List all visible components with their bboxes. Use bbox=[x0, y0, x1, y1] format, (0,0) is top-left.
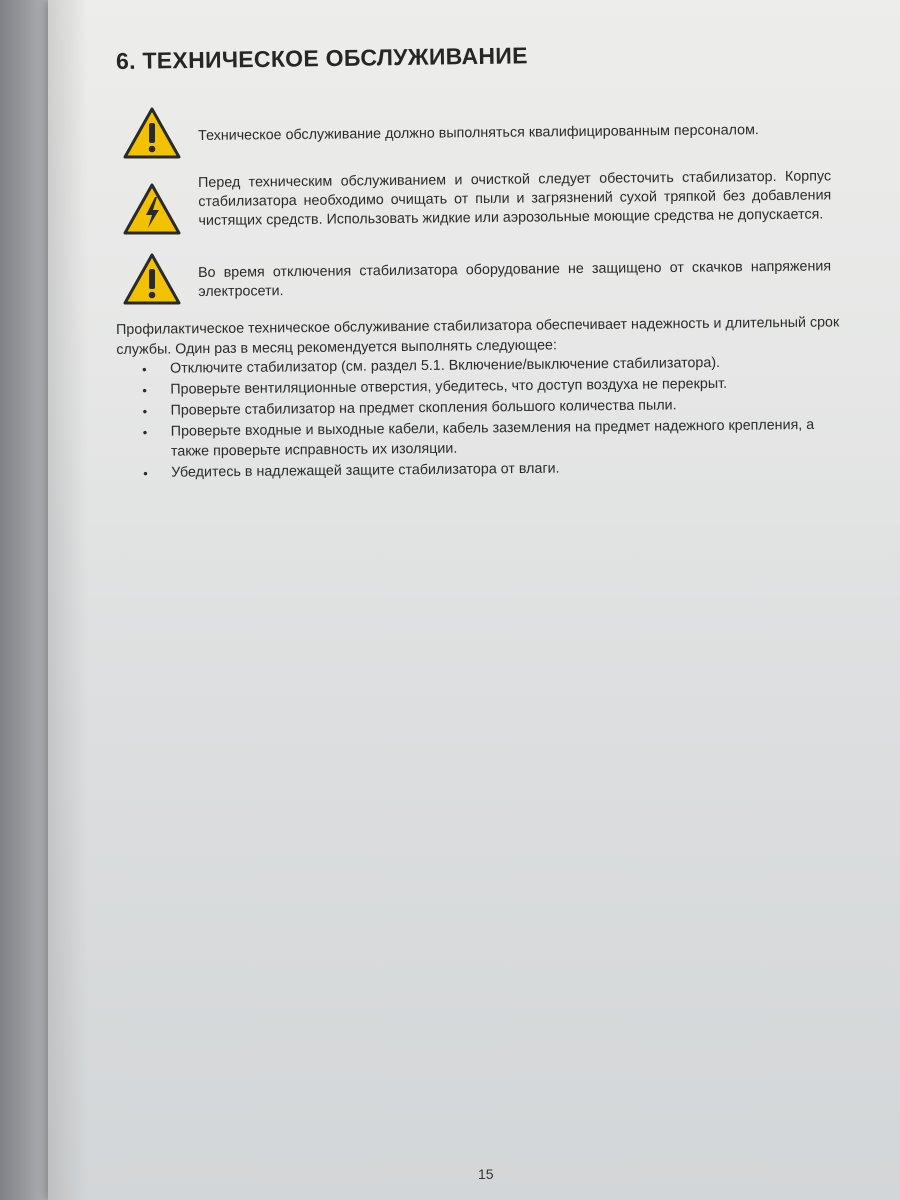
manual-page bbox=[48, 0, 900, 1200]
section-heading: 6. ТЕХНИЧЕСКОЕ ОБСЛУЖИВАНИЕ bbox=[115, 42, 528, 74]
list-item-text: Проверьте входные и выходные кабели, кабель заземления на предмет надежного крепления, а также проверьте исправность их изоляции. bbox=[170, 416, 815, 460]
bullet-marker: • bbox=[143, 465, 148, 481]
maintenance-intro-paragraph: Профилактическое техническое обслуживание стабилизатора обеспечивает надежность и длительный срок службы. Один раз в месяц рекомендуется выполнять следующее: bbox=[116, 314, 840, 358]
bullet-marker: • bbox=[142, 424, 148, 440]
warning-text-disconnect-and-clean: Перед техническим обслуживанием и очисткой следует обесточить стабилизатор. Корпус стабилизатора необходимо очищать от пыли и загрязнений сухой тряпкой без добавления чистящих средств. Использовать жидкие или аэрозольные моющие средства не допускается. bbox=[198, 168, 832, 229]
bullet-marker: • bbox=[142, 403, 148, 419]
page-number: 15 bbox=[478, 1166, 494, 1182]
book-binding-edge bbox=[0, 0, 52, 1200]
list-item bbox=[141, 416, 841, 462]
exclamation-warning-icon bbox=[122, 252, 182, 306]
maintenance-checklist bbox=[140, 353, 841, 485]
list-item-text: Убедитесь в надлежащей защите стабилизатора от влаги. bbox=[171, 460, 560, 481]
list-item-text: Отключите стабилизатор (см. раздел 5.1. Включение/выключение стабилизатора). bbox=[170, 354, 721, 377]
list-item-text: Проверьте стабилизатор на предмет скопления большого количества пыли. bbox=[170, 397, 677, 419]
exclamation-warning-icon bbox=[122, 106, 182, 160]
electric-shock-warning-icon bbox=[122, 182, 182, 236]
warning-text-no-surge-protection: Во время отключения стабилизатора оборудование не защищено от скачков напряжения электросети. bbox=[198, 258, 832, 300]
bullet-marker: • bbox=[142, 382, 147, 398]
page-content bbox=[48, 0, 900, 1200]
list-item-text: Проверьте вентиляционные отверстия, убедитесь, что доступ воздуха не перекрыт. bbox=[170, 375, 728, 398]
warning-text-qualified-personnel: Техническое обслуживание должно выполняться квалифицированным персоналом. bbox=[198, 122, 759, 144]
bullet-marker: • bbox=[142, 361, 147, 377]
